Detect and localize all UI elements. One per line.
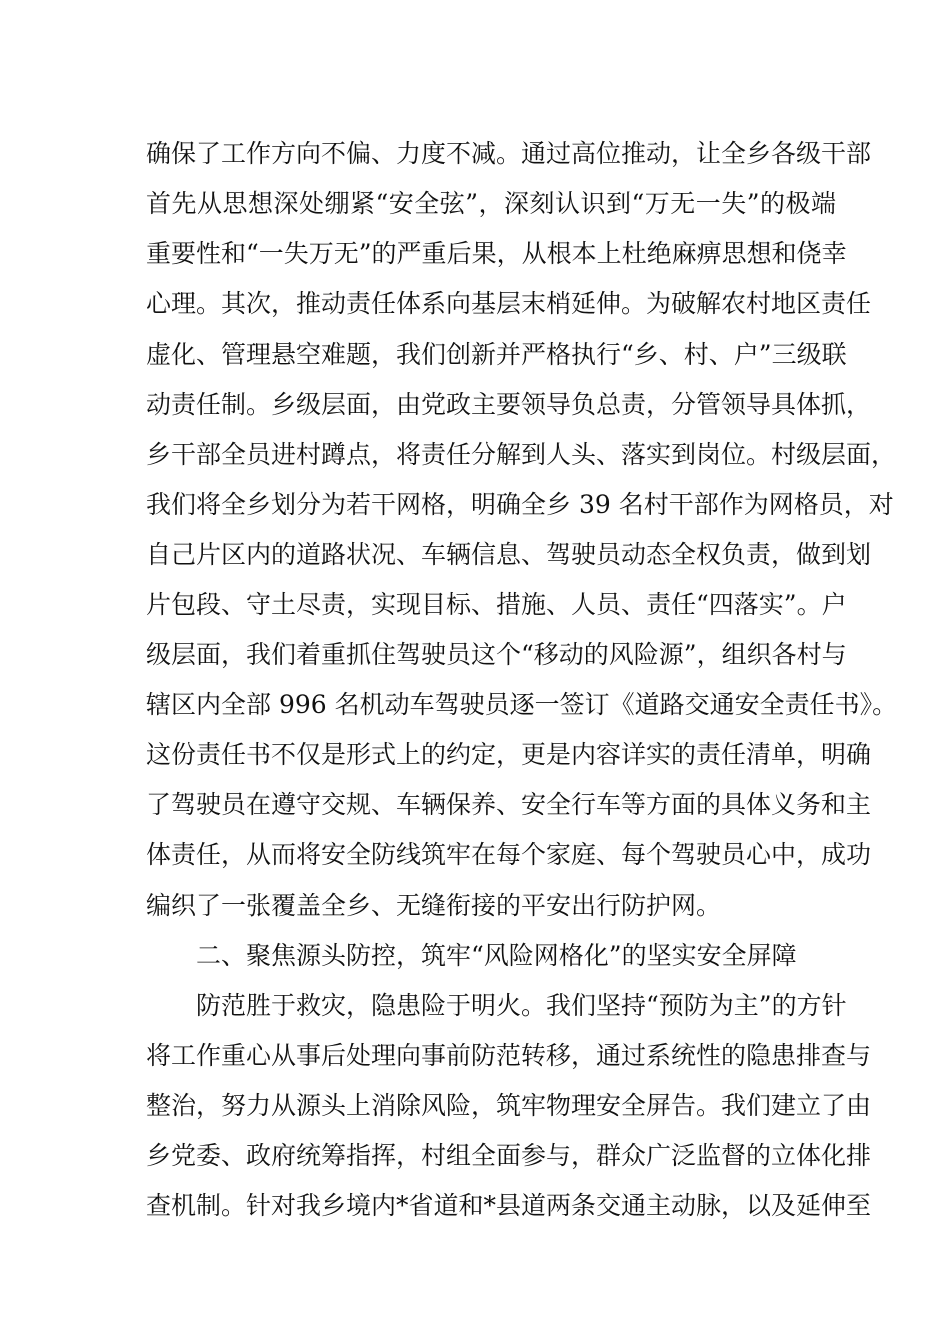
paragraph-line: 整治，努力从源头上消除风险，筑牢物理安全屏告。我们建立了由 — [146, 1091, 872, 1120]
paragraph-line: 了驾驶员在遵守交规、车辆保养、安全行车等方面的具体义务和主 — [146, 790, 872, 819]
paragraph-line: 辖区内全部 996 名机动车驾驶员逐一签订《道路交通安全责任书》。 — [146, 690, 898, 719]
paragraph-line: 乡干部全员进村蹲点，将责任分解到人头、落实到岗位。村级层面， — [146, 440, 897, 469]
paragraph-line: 片包段、守土尽责，实现目标、措施、人员、责任“四落实”。户 — [146, 590, 847, 619]
paragraph-line: 虚化、管理悬空难题，我们创新并严格执行“乡、村、户”三级联 — [146, 340, 847, 369]
paragraph-line: 我们将全乡划分为若干网格，明确全乡 39 名村干部作为网格员，对 — [146, 490, 894, 519]
paragraph-line: 首先从思想深处绷紧“安全弦”，深刻认识到“万无一失”的极端 — [146, 189, 836, 218]
paragraph-line: 确保了工作方向不偏、力度不减。通过高位推动，让全乡各级干部 — [146, 139, 872, 168]
paragraph-line: 防范胜于救灾，隐患险于明火。我们坚持“预防为主”的方针 — [196, 991, 847, 1020]
paragraph-line: 动责任制。乡级层面，由党政主要领导负总责，分管领导具体抓， — [146, 390, 872, 419]
paragraph-line: 级层面，我们着重抓住驾驶员这个“移动的风险源”，组织各村与 — [146, 640, 847, 669]
paragraph-line: 体责任，从而将安全防线筑牢在每个家庭、每个驾驶员心中，成功 — [146, 840, 872, 869]
paragraph-line: 自己片区内的道路状况、车辆信息、驾驶员动态全权负责，做到划 — [146, 540, 872, 569]
paragraph-line-last: 编织了一张覆盖全乡、无缝衔接的平安出行防护网。 — [146, 891, 722, 920]
paragraph-line: 重要性和“一失万无”的严重后果，从根本上杜绝麻痹思想和侥幸 — [146, 239, 847, 268]
paragraph-line: 将工作重心从事后处理向事前防范转移，通过系统性的隐患排查与 — [146, 1041, 872, 1070]
section-heading: 二、聚焦源头防控，筑牢“风险网格化”的坚实安全屏障 — [196, 941, 797, 970]
paragraph-line: 心理。其次，推动责任体系向基层末梢延伸。为破解农村地区责任 — [146, 289, 872, 318]
paragraph-line: 这份责任书不仅是形式上的约定，更是内容详实的责任清单，明确 — [146, 740, 872, 769]
paragraph-line: 查机制。针对我乡境内*省道和*县道两条交通主动脉，以及延伸至 — [146, 1191, 872, 1220]
paragraph-line: 乡党委、政府统筹指挥，村组全面参与，群众广泛监督的立体化排 — [146, 1141, 872, 1170]
